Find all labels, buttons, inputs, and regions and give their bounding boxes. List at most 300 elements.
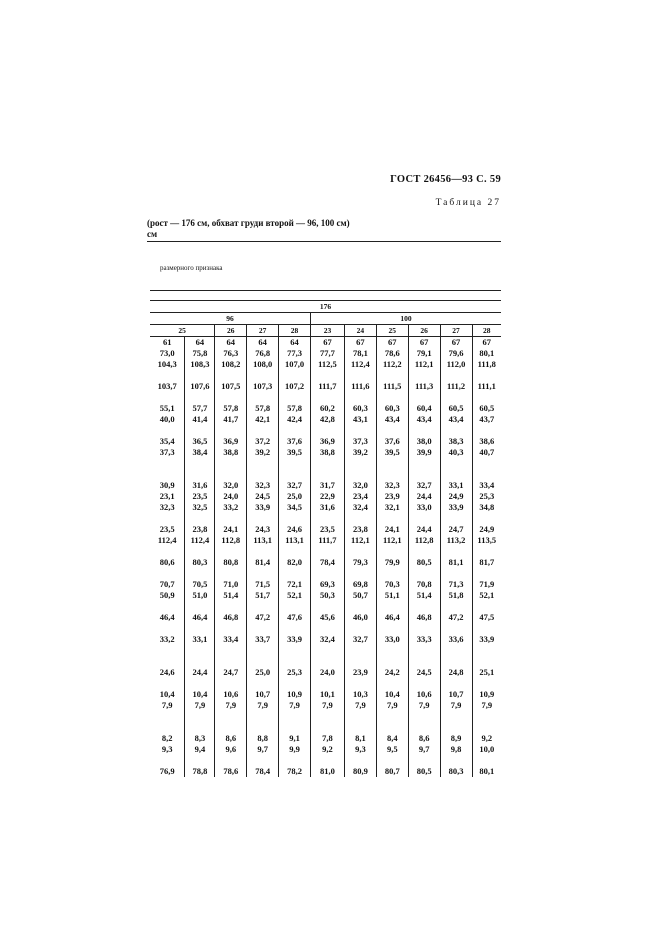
table-cell: 43,1: [344, 414, 376, 425]
table-cell: 7,9: [344, 700, 376, 711]
spacer-cell: [247, 623, 279, 634]
spacer-cell: [185, 513, 215, 524]
table-cell: 51,8: [440, 590, 472, 601]
spacer-cell: [440, 425, 472, 436]
spacer-cell: [408, 513, 440, 524]
table-cell: 23,9: [344, 667, 376, 678]
table-cell: 69,8: [344, 579, 376, 590]
size-header-row: [150, 325, 501, 337]
table-row: [150, 502, 501, 513]
table-cell: 9,9: [279, 744, 311, 755]
table-cell: 112,1: [408, 359, 440, 370]
table-cell: 112,8: [215, 535, 247, 546]
table-cell: 41,4: [185, 414, 215, 425]
table-cell: 37,6: [376, 436, 408, 447]
spacer-cell: [440, 546, 472, 557]
table-cell: 33,2: [215, 502, 247, 513]
spacer-cell: [310, 623, 344, 634]
table-row: [150, 557, 501, 568]
table-cell: 41,7: [215, 414, 247, 425]
spacer-cell: [376, 645, 408, 667]
table-cell: 78,2: [279, 766, 311, 777]
spacer-row: [150, 513, 501, 524]
table-cell: 69,3: [310, 579, 344, 590]
table-cell: 38,0: [408, 436, 440, 447]
spacer-row: [150, 678, 501, 689]
spacer-cell: [408, 392, 440, 403]
table-cell: 78,1: [344, 348, 376, 359]
table-cell: 43,7: [472, 414, 501, 425]
spacer-cell: [279, 601, 311, 612]
spacer-cell: [279, 678, 311, 689]
table-cell: 112,5: [310, 359, 344, 370]
spacer-cell: [344, 678, 376, 689]
spacer-cell: [376, 568, 408, 579]
spacer-cell: [376, 711, 408, 733]
table-cell: 25,3: [472, 491, 501, 502]
table-cell: 9,1: [279, 733, 311, 744]
table-cell: 8,3: [185, 733, 215, 744]
table-cell: 10,6: [215, 689, 247, 700]
spacer-cell: [185, 601, 215, 612]
table-cell: 33,4: [472, 480, 501, 491]
spacer-cell: [472, 711, 501, 733]
table-cell: 8,1: [344, 733, 376, 744]
spacer-cell: [408, 711, 440, 733]
spacer-cell: [185, 370, 215, 381]
table-cell: 39,2: [247, 447, 279, 458]
table-cell: 50,9: [159, 590, 175, 600]
table-cell: 80,5: [408, 557, 440, 568]
table-cell: 60,3: [344, 403, 376, 414]
table-cell: 24,9: [440, 491, 472, 502]
table-cell: 67: [344, 337, 376, 349]
table-cell: 111,7: [310, 535, 344, 546]
spacer-cell: [310, 601, 344, 612]
table-row: [150, 634, 501, 645]
table-cell: 31,7: [310, 480, 344, 491]
table-cell: 24,4: [408, 524, 440, 535]
table-cell: 42,8: [310, 414, 344, 425]
spacer-cell: [408, 678, 440, 689]
table-cell: 112,4: [185, 535, 215, 546]
table-cell: 32,1: [376, 502, 408, 513]
table-cell: 23,1: [159, 491, 175, 501]
spacer-row: [150, 601, 501, 612]
table-cell: 32,7: [408, 480, 440, 491]
table-cell: 60,3: [376, 403, 408, 414]
spacer-cell: [215, 568, 247, 579]
table-cell: 9,7: [408, 744, 440, 755]
spacer-row: [150, 623, 501, 634]
table-cell: 24,0: [310, 667, 344, 678]
table-cell: 76,9: [159, 766, 175, 776]
spacer-cell: [310, 711, 344, 733]
table-cell: 23,4: [344, 491, 376, 502]
table-cell: 70,3: [376, 579, 408, 590]
table-row: [150, 381, 501, 392]
spacer-cell: [440, 645, 472, 667]
table-cell: 107,6: [185, 381, 215, 392]
table-cell: 23,5: [159, 524, 175, 534]
spacer-cell: [310, 513, 344, 524]
spacer-cell: [185, 568, 215, 579]
table-cell: 112,0: [440, 359, 472, 370]
table-cell: 70,7: [159, 579, 175, 589]
table-cell: 32,7: [344, 634, 376, 645]
table-cell: 33,9: [472, 634, 501, 645]
table-cell: 112,4: [344, 359, 376, 370]
table-cell: 60,2: [310, 403, 344, 414]
spacer-cell: [344, 623, 376, 634]
table-cell: 34,8: [472, 502, 501, 513]
table-row: [150, 579, 501, 590]
spacer-cell: [279, 458, 311, 480]
table-cell: 33,0: [376, 634, 408, 645]
table-row: [150, 480, 501, 491]
table-cell: 38,8: [215, 447, 247, 458]
table-cell: 24,4: [185, 667, 215, 678]
size-header: 26: [215, 325, 247, 337]
table-row: [150, 436, 501, 447]
table-cell: 36,5: [185, 436, 215, 447]
table-cell: 24,8: [440, 667, 472, 678]
spacer-row: [150, 568, 501, 579]
spacer-cell: [344, 711, 376, 733]
table-cell: 37,6: [279, 436, 311, 447]
table-cell: 9,3: [161, 744, 173, 754]
table-cell: 80,3: [440, 766, 472, 777]
table-cell: 76,8: [247, 348, 279, 359]
table-cell: 33,9: [247, 502, 279, 513]
spacer-cell: [185, 392, 215, 403]
table-cell: 8,4: [376, 733, 408, 744]
spacer-cell: [279, 425, 311, 436]
table-cell: 81,1: [440, 557, 472, 568]
spacer-cell: [440, 370, 472, 381]
table-row: [150, 733, 501, 744]
spacer-cell: [472, 458, 501, 480]
chest-header-row: [150, 313, 501, 325]
table-cell: 67: [376, 337, 408, 349]
spacer-cell: [440, 458, 472, 480]
table-cell: 9,3: [344, 744, 376, 755]
spacer-cell: [472, 568, 501, 579]
table-cell: 75,8: [185, 348, 215, 359]
spacer-cell: [279, 755, 311, 766]
table-cell: 43,4: [440, 414, 472, 425]
table-row: [150, 667, 501, 678]
table-cell: 111,1: [472, 381, 501, 392]
spacer-row: [150, 370, 501, 381]
size-header: 23: [310, 325, 344, 337]
table-cell: 113,1: [247, 535, 279, 546]
spacer-cell: [344, 458, 376, 480]
table-cell: 10,4: [185, 689, 215, 700]
table-cell: 78,8: [185, 766, 215, 777]
table-cell: 37,2: [247, 436, 279, 447]
table-cell: 42,4: [279, 414, 311, 425]
table-cell: 39,5: [376, 447, 408, 458]
table-cell: 111,5: [376, 381, 408, 392]
table-cell: 33,6: [440, 634, 472, 645]
table-cell: 67: [408, 337, 440, 349]
table-row: [150, 700, 501, 711]
table-cell: 47,2: [247, 612, 279, 623]
table-cell: 7,9: [247, 700, 279, 711]
chest-100-header: 100: [310, 313, 501, 325]
spacer-cell: [247, 513, 279, 524]
spacer-cell: [247, 601, 279, 612]
spacer-cell: [215, 392, 247, 403]
table-cell: 112,2: [376, 359, 408, 370]
spacer-cell: [150, 392, 185, 403]
table-row: [150, 524, 501, 535]
table-cell: 7,8: [310, 733, 344, 744]
table-cell: 32,5: [185, 502, 215, 513]
table-cell: 72,1: [279, 579, 311, 590]
spacer-cell: [376, 425, 408, 436]
table-cell: 76,3: [215, 348, 247, 359]
spacer-cell: [279, 711, 311, 733]
table-cell: 24,7: [440, 524, 472, 535]
table-cell: 33,2: [159, 634, 175, 644]
table-cell: 107,3: [247, 381, 279, 392]
table-cell: 57,8: [247, 403, 279, 414]
spacer-cell: [150, 678, 185, 689]
table-cell: 81,0: [310, 766, 344, 777]
table-cell: 34,5: [279, 502, 311, 513]
spacer-cell: [472, 678, 501, 689]
spacer-cell: [344, 370, 376, 381]
spacer-row: [150, 645, 501, 667]
spacer-cell: [344, 546, 376, 557]
table-cell: 60,5: [440, 403, 472, 414]
spacer-row: [150, 458, 501, 480]
table-cell: 33,4: [215, 634, 247, 645]
spacer-cell: [376, 678, 408, 689]
table-cell: 111,6: [344, 381, 376, 392]
spacer-cell: [344, 601, 376, 612]
spacer-cell: [344, 392, 376, 403]
spacer-cell: [472, 546, 501, 557]
spacer-cell: [215, 425, 247, 436]
table-cell: 37,3: [159, 447, 175, 457]
table-cell: 55,1: [159, 403, 175, 413]
table-row: [150, 359, 501, 370]
spacer-cell: [440, 623, 472, 634]
table-cell: 112,1: [376, 535, 408, 546]
table-cell: 32,3: [247, 480, 279, 491]
table-cell: 64: [247, 337, 279, 349]
spacer-cell: [150, 645, 185, 667]
spacer-cell: [279, 513, 311, 524]
spacer-cell: [376, 755, 408, 766]
table-cell: 22,9: [310, 491, 344, 502]
table-cell: 7,9: [279, 700, 311, 711]
table-cell: 78,4: [247, 766, 279, 777]
table-cell: 67: [310, 337, 344, 349]
table-cell: 33,9: [279, 634, 311, 645]
table-cell: 33,9: [440, 502, 472, 513]
table-cell: 46,4: [185, 612, 215, 623]
table-cell: 81,4: [247, 557, 279, 568]
spacer-cell: [215, 546, 247, 557]
table-cell: 78,4: [310, 557, 344, 568]
spacer-cell: [247, 711, 279, 733]
table-cell: 71,0: [215, 579, 247, 590]
table-row: [150, 447, 501, 458]
spacer-cell: [408, 546, 440, 557]
table-cell: 36,9: [310, 436, 344, 447]
table-cell: 112,8: [408, 535, 440, 546]
table-cell: 25,0: [247, 667, 279, 678]
table-cell: 39,5: [279, 447, 311, 458]
spacer-cell: [185, 425, 215, 436]
table-cell: 8,6: [408, 733, 440, 744]
spacer-cell: [344, 513, 376, 524]
table-cell: 9,7: [247, 744, 279, 755]
table-cell: 71,5: [247, 579, 279, 590]
chest-96-header: 96: [150, 313, 310, 325]
spacer-cell: [440, 755, 472, 766]
table-cell: 42,1: [247, 414, 279, 425]
spacer-cell: [310, 568, 344, 579]
table-cell: 51,4: [215, 590, 247, 601]
spacer-cell: [344, 645, 376, 667]
table-cell: 108,0: [247, 359, 279, 370]
table-cell: 104,3: [157, 359, 177, 369]
spacer-cell: [408, 755, 440, 766]
table-cell: 10,9: [472, 689, 501, 700]
table-cell: 50,3: [310, 590, 344, 601]
table-cell: 7,9: [376, 700, 408, 711]
top-rule: [150, 290, 501, 291]
spacer-cell: [215, 755, 247, 766]
table-cell: 107,2: [279, 381, 311, 392]
table-cell: 9,4: [185, 744, 215, 755]
table-cell: 78,6: [376, 348, 408, 359]
table-cell: 23,9: [376, 491, 408, 502]
subtitle-line-2: см: [147, 229, 158, 239]
size-header: 28: [472, 325, 501, 337]
table-cell: 70,8: [408, 579, 440, 590]
table-cell: 40,7: [472, 447, 501, 458]
table-cell: 9,5: [376, 744, 408, 755]
table-cell: 61: [162, 337, 172, 347]
table-cell: 79,3: [344, 557, 376, 568]
table-cell: 71,9: [472, 579, 501, 590]
table-cell: 57,8: [279, 403, 311, 414]
table-cell: 111,7: [310, 381, 344, 392]
table-cell: 8,9: [440, 733, 472, 744]
spacer-cell: [150, 458, 185, 480]
size-header: 24: [344, 325, 376, 337]
table-cell: 70,5: [185, 579, 215, 590]
spacer-cell: [215, 601, 247, 612]
table-cell: 51,4: [408, 590, 440, 601]
spacer-cell: [440, 513, 472, 524]
size-header: 28: [279, 325, 311, 337]
table-cell: 77,7: [310, 348, 344, 359]
table-cell: 37,3: [344, 436, 376, 447]
spacer-cell: [440, 711, 472, 733]
spacer-cell: [472, 513, 501, 524]
table-cell: 47,2: [440, 612, 472, 623]
table-cell: 81,7: [472, 557, 501, 568]
table-cell: 112,1: [344, 535, 376, 546]
table-cell: 9,6: [215, 744, 247, 755]
table-cell: 40,3: [440, 447, 472, 458]
spacer-cell: [310, 425, 344, 436]
table-cell: 38,3: [440, 436, 472, 447]
table-cell: 52,1: [279, 590, 311, 601]
table-row: [150, 744, 501, 755]
table-cell: 10,7: [247, 689, 279, 700]
table-cell: 9,8: [440, 744, 472, 755]
table-cell: 9,2: [310, 744, 344, 755]
table-cell: 10,3: [344, 689, 376, 700]
subtitle-line-1: (рост — 176 см, обхват груди второй — 96, 100 см): [147, 218, 350, 228]
table-label: Таблица 27: [435, 198, 501, 208]
table-cell: 8,8: [247, 733, 279, 744]
table-cell: 80,1: [472, 348, 501, 359]
spacer-cell: [150, 755, 185, 766]
spacer-cell: [408, 370, 440, 381]
measurements-table: [150, 300, 501, 777]
table-cell: 103,7: [157, 381, 177, 391]
spacer-cell: [376, 458, 408, 480]
spacer-cell: [247, 755, 279, 766]
spacer-cell: [344, 755, 376, 766]
spacer-cell: [215, 623, 247, 634]
spacer-cell: [408, 623, 440, 634]
table-cell: 33,0: [408, 502, 440, 513]
table-cell: 82,0: [279, 557, 311, 568]
table-row: [150, 612, 501, 623]
spacer-row: [150, 425, 501, 436]
table-row: [150, 414, 501, 425]
table-cell: 7,9: [185, 700, 215, 711]
table-cell: 67: [440, 337, 472, 349]
spacer-cell: [472, 370, 501, 381]
spacer-cell: [150, 425, 185, 436]
table-cell: 25,1: [472, 667, 501, 678]
spacer-cell: [472, 392, 501, 403]
table-cell: 45,6: [310, 612, 344, 623]
table-cell: 10,6: [408, 689, 440, 700]
table-cell: 60,4: [408, 403, 440, 414]
table-cell: 51,1: [376, 590, 408, 601]
table-cell: 112,4: [157, 535, 177, 545]
table-cell: 7,9: [440, 700, 472, 711]
table-cell: 25,3: [279, 667, 311, 678]
subtitle-rule: [147, 241, 501, 242]
spacer-cell: [215, 678, 247, 689]
size-header: 25: [376, 325, 408, 337]
spacer-row: [150, 546, 501, 557]
table-cell: 71,3: [440, 579, 472, 590]
table-cell: 79,9: [376, 557, 408, 568]
spacer-cell: [215, 370, 247, 381]
size-header: 26: [408, 325, 440, 337]
page-header: ГОСТ 26456—93 С. 59: [390, 174, 501, 185]
spacer-cell: [472, 601, 501, 612]
table-cell: 60,5: [472, 403, 501, 414]
table-row: [150, 590, 501, 601]
table-cell: 30,9: [159, 480, 175, 490]
table-cell: 10,0: [472, 744, 501, 755]
